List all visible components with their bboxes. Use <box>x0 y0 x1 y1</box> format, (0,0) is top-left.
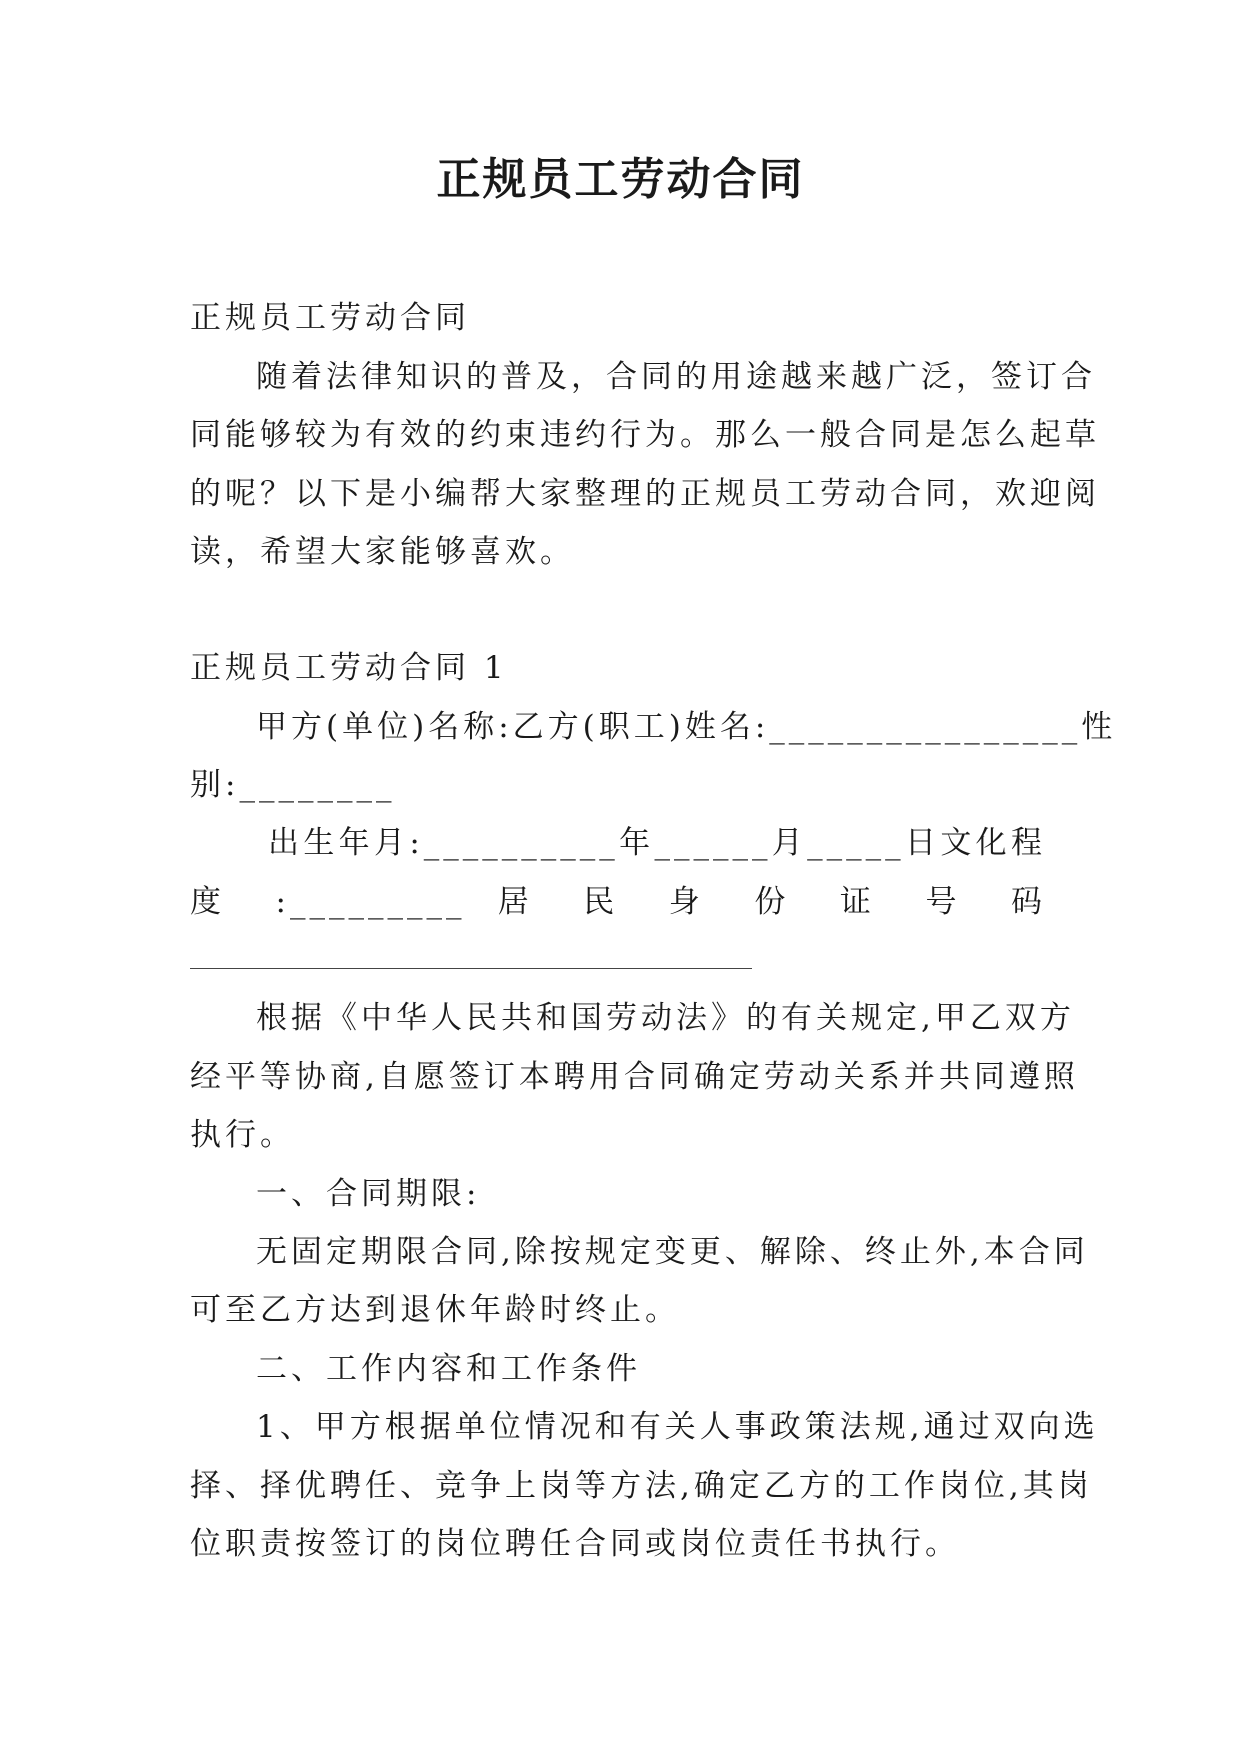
party-info-line: 别:________ <box>190 767 396 803</box>
intro-paragraph-line: 的呢？以下是小编帮大家整理的正规员工劳动合同，欢迎阅 <box>190 476 1100 512</box>
contract-heading: 正规员工劳动合同 1 <box>190 650 508 686</box>
body-paragraph-line: 位职责按签订的岗位聘任合同或岗位责任书执行。 <box>190 1526 960 1562</box>
intro-paragraph-line: 读，希望大家能够喜欢。 <box>190 534 575 570</box>
body-paragraph-line: 经平等协商,自愿签订本聘用合同确定劳动关系并共同遵照 <box>190 1059 1079 1095</box>
party-info-line: 甲方(单位)名称:乙方(职工)姓名:________________性 <box>256 709 1117 745</box>
body-paragraph-line: 1、甲方根据单位情况和有关人事政策法规,通过双向选 <box>256 1409 1099 1445</box>
clause-heading: 二、工作内容和工作条件 <box>256 1351 641 1387</box>
party-info-line: 度 :_________ 居 民 身 份 证 号 码 <box>190 884 1046 920</box>
clause-heading: 一、合同期限: <box>256 1176 481 1212</box>
id-number-blank <box>190 968 752 969</box>
body-paragraph-line: 执行。 <box>190 1117 295 1153</box>
document-title: 正规员工劳动合同 <box>436 154 805 205</box>
intro-paragraph-line: 随着法律知识的普及，合同的用途越来越广泛，签订合 <box>256 359 1096 395</box>
party-info-line: 出生年月:__________年______月_____日文化程 <box>268 825 1046 861</box>
body-paragraph-line: 无固定期限合同,除按规定变更、解除、终止外,本合同 <box>256 1234 1089 1270</box>
section-heading: 正规员工劳动合同 <box>190 300 470 336</box>
body-paragraph-line: 根据《中华人民共和国劳动法》的有关规定,甲乙双方 <box>256 1000 1075 1036</box>
body-paragraph-line: 可至乙方达到退休年龄时终止。 <box>190 1292 680 1328</box>
body-paragraph-line: 择、择优聘任、竞争上岗等方法,确定乙方的工作岗位,其岗 <box>190 1468 1093 1504</box>
intro-paragraph-line: 同能够较为有效的约束违约行为。那么一般合同是怎么起草 <box>190 417 1100 453</box>
